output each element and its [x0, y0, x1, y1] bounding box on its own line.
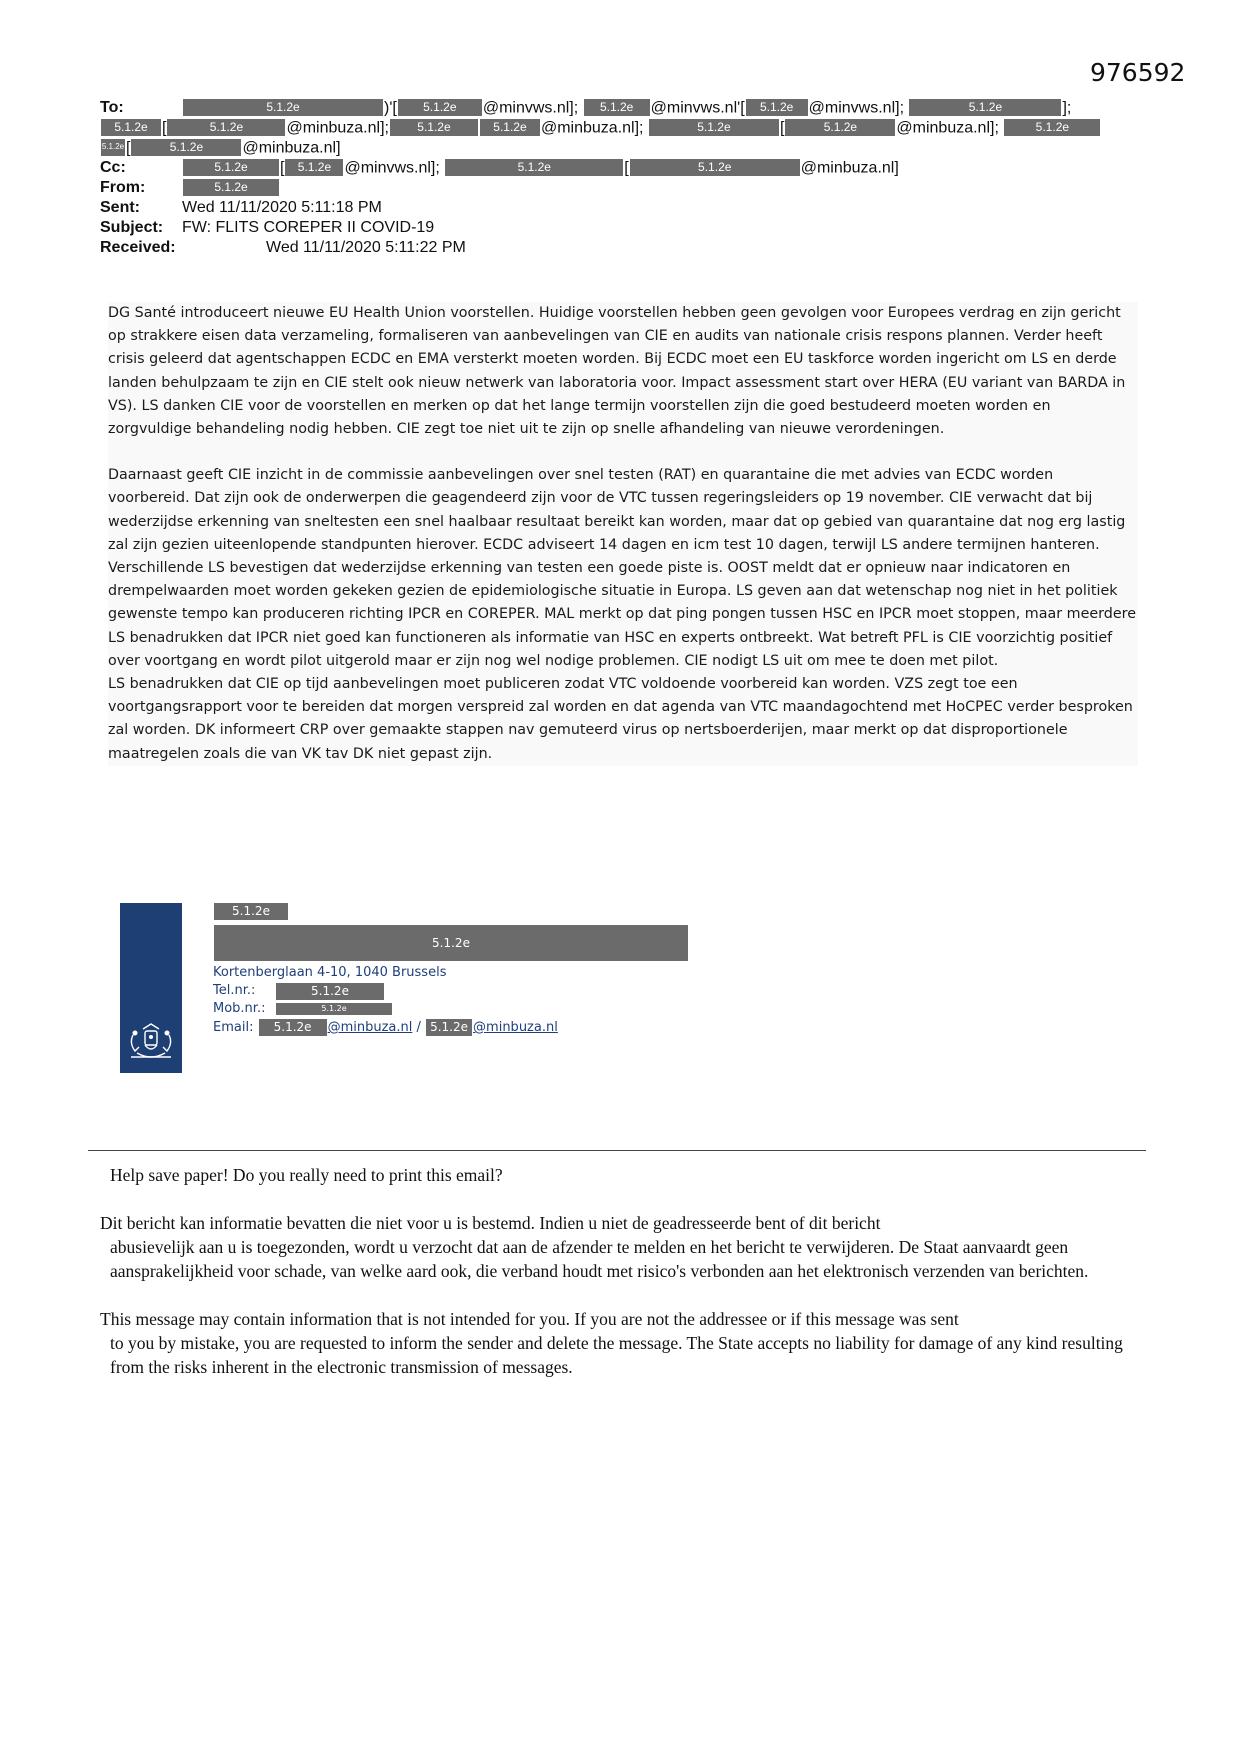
redaction-box: 5.1.2e [390, 119, 478, 136]
redaction-box: 5.1.2e [584, 99, 650, 116]
redaction-box: 5.1.2e [480, 119, 540, 136]
email-domain: @minvws.nl]; [482, 99, 579, 117]
email-domain: @minbuza.nl]; [286, 119, 389, 137]
redaction-box: 5.1.2e [746, 99, 808, 116]
email-body [108, 302, 1138, 766]
redaction-box: 5.1.2e [131, 139, 241, 156]
coat-of-arms-icon [125, 1021, 177, 1063]
footer-print-note: Help save paper! Do you really need to print this email? [110, 1165, 503, 1185]
subject-value: FW: FLITS COREPER II COVID-19 [182, 219, 435, 236]
redaction-box: 5.1.2e [183, 159, 279, 176]
document-number: 976592 [1090, 58, 1186, 87]
received-value: Wed 11/11/2020 5:11:22 PM [266, 239, 466, 256]
received-label: Received: [100, 239, 176, 256]
redaction-box: 5.1.2e [259, 1019, 327, 1036]
email-domain: @minbuza.nl] [800, 159, 899, 177]
redaction-box: 5.1.2e [649, 119, 779, 136]
cc-label: Cc: [100, 159, 126, 176]
email-domain: @minbuza.nl] [242, 139, 341, 157]
to-label: To: [100, 99, 124, 116]
redaction-box: 5.1.2e [426, 1019, 472, 1036]
email-label: Email: [213, 1020, 254, 1035]
body-paragraph-3: LS benadrukken dat CIE op tijd aanbevelingen moet publiceren zodat VTC voldoende voorbereid kan worden. VZS zegt toe een voortgangsrapport voor te bereiden dat morgen verspreid zal worden en dat agenda van VTC maandagochtend met HoCPEC verder besproken zal worden. DK informeert CRP over gemaakte stappen nav gemuteerd virus op nertsboerderijen, maar merkt op dat disproportionele maatregelen zoals die van VK tav DK niet gepast zijn. [108, 676, 1133, 762]
footer-disclaimer-en: to you by mistake, you are requested to inform the sender and delete the message. The State accepts no liability for damage of any kind resulting from the risks inherent in the electronic transmission of messages. [110, 1333, 1123, 1377]
redaction-box: 5.1.2e [214, 903, 288, 920]
redaction-box: 5.1.2e [101, 139, 125, 156]
mob-label: Mob.nr.: [213, 1001, 266, 1016]
footer-disclaimer-nl: abusievelijk aan u is toegezonden, wordt u verzocht dat aan de afzender te melden en het bericht te verwijderen. De Staat aanvaardt geen aansprakelijkheid voor schade, van welke aard ook, die verband houdt met risico's verbonden aan het elektronisch verzenden van berichten. [110, 1237, 1089, 1281]
redaction-box: 5.1.2e [445, 159, 623, 176]
footer-divider [88, 1150, 1146, 1151]
redaction-box: 5.1.2e [785, 119, 895, 136]
email-domain: @minvws.nl]; [808, 99, 905, 117]
sent-label: Sent: [100, 199, 140, 216]
redaction-box: 5.1.2e [183, 179, 279, 196]
redaction-box: 5.1.2e [398, 99, 482, 116]
subject-label: Subject: [100, 219, 164, 236]
to-row-2: 5.1.2e [ 5.1.2e @minbuza.nl]; 5.1.2e 5.1.2e @minbuza.nl]; 5.1.2e [ 5.1.2e @minbuza.nl]; 5.1.2e [100, 118, 1101, 137]
email-domain: @minvws.nl'[ [650, 99, 745, 117]
from-label: From: [100, 179, 146, 196]
redaction-box: 5.1.2e [630, 159, 800, 176]
signature-address: Kortenberglaan 4-10, 1040 Brussels [213, 965, 447, 980]
email-link[interactable]: @minbuza.nl [327, 1020, 413, 1035]
body-paragraph-1: DG Santé introduceert nieuwe EU Health Union voorstellen. Huidige voorstellen hebben geen gevolgen voor Europees verdrag en zijn gericht op strakkere eisen data verzameling, formaliseren van aanbevelingen van CIE en audits van nationale crisis respons plannen. Verder heeft crisis geleerd dat agentschappen ECDC en EMA versterkt moeten worden. Bij ECDC moet een EU taskforce worden ingericht om LS en derde landen behulpzaam te zijn en CIE stelt ook nieuw netwerk van laboratoria voor. Impact assessment start over HERA (EU variant van BARDA in VS). LS danken CIE voor de voorstellen en merken op dat het lange termijn voorstellen zijn die goed bestudeerd moeten worden en zorgvuldige behandeling nodig hebben. CIE zegt toe niet uit te zijn op snelle afhandeling van nieuwe verordeningen. [108, 305, 1126, 438]
email-disclaimer [100, 1163, 1130, 1379]
redaction-box: 5.1.2e [909, 99, 1061, 116]
redaction-box: 5.1.2e [285, 159, 343, 176]
sent-value: Wed 11/11/2020 5:11:18 PM [182, 199, 382, 216]
email-separator: / [416, 1020, 421, 1035]
government-logo-ribbon [120, 903, 182, 1073]
redaction-box: 5.1.2e [214, 925, 688, 961]
email-domain: @minvws.nl]; [344, 159, 440, 177]
body-paragraph-2: Daarnaast geeft CIE inzicht in de commissie aanbevelingen over snel testen (RAT) en quarantaine die met advies van ECDC worden voorbereid. Dat zijn ook de onderwerpen die geagendeerd zijn voor de VTC tussen regeringsleiders op 19 november. CIE verwacht dat bij wederzijdse erkenning van sneltesten een snel haalbaar resultaat bereikt kan worden, maar dat op gebied van quarantaine dat nog erg lastig zal zijn gezien uiteenlopende standpunten hierover. ECDC adviseert 14 dagen en icm test 10 dagen, terwijl LS andere termijnen hanteren. Verschillende LS bevestigen dat wederzijdse erkenning van testen een goede piste is. OOST meldt dat er opnieuw naar indicatoren en drempelwaarden moet worden gekeken gezien de epidemiologische situatie in Europa. LS geven aan dat wetenschap nog niet in het politiek gewenste tempo kan produceren richting IPCR en COREPER. MAL merkt op dat ping pongen tussen HSC en IPCR moet stoppen, maar meerdere LS benadrukken dat IPCR niet goed kan functioneren als informatie van HSC en experts ontbreekt. Wat betreft PFL is CIE voorzichtig positief over voortgang en wordt pilot uitgerold maar er zijn nog wel nodige problemen. CIE nodigt LS uit om mee te doen met pilot. [108, 467, 1137, 669]
redaction-box: 5.1.2e [276, 1003, 392, 1015]
redaction-box: 5.1.2e [1004, 119, 1100, 136]
to-row-3: 5.1.2e [ 5.1.2e @minbuza.nl] [101, 139, 341, 157]
email-link[interactable]: @minbuza.nl [473, 1020, 558, 1035]
redaction-box: 5.1.2e [167, 119, 285, 136]
redaction-box: 5.1.2e [276, 983, 384, 1000]
redaction-box: 5.1.2e [183, 99, 383, 116]
footer-disclaimer-nl-first: Dit bericht kan informatie bevatten die niet voor u is bestemd. Indien u niet de geadresseerde bent of dit bericht [100, 1213, 881, 1233]
redaction-box: 5.1.2e [101, 119, 161, 136]
email-domain: @minbuza.nl]; [896, 119, 999, 137]
email-domain: @minbuza.nl]; [540, 119, 644, 137]
tel-label: Tel.nr.: [213, 983, 256, 998]
footer-disclaimer-en-first: This message may contain information that is not intended for you. If you are not the addressee or if this message was sent [100, 1309, 959, 1329]
